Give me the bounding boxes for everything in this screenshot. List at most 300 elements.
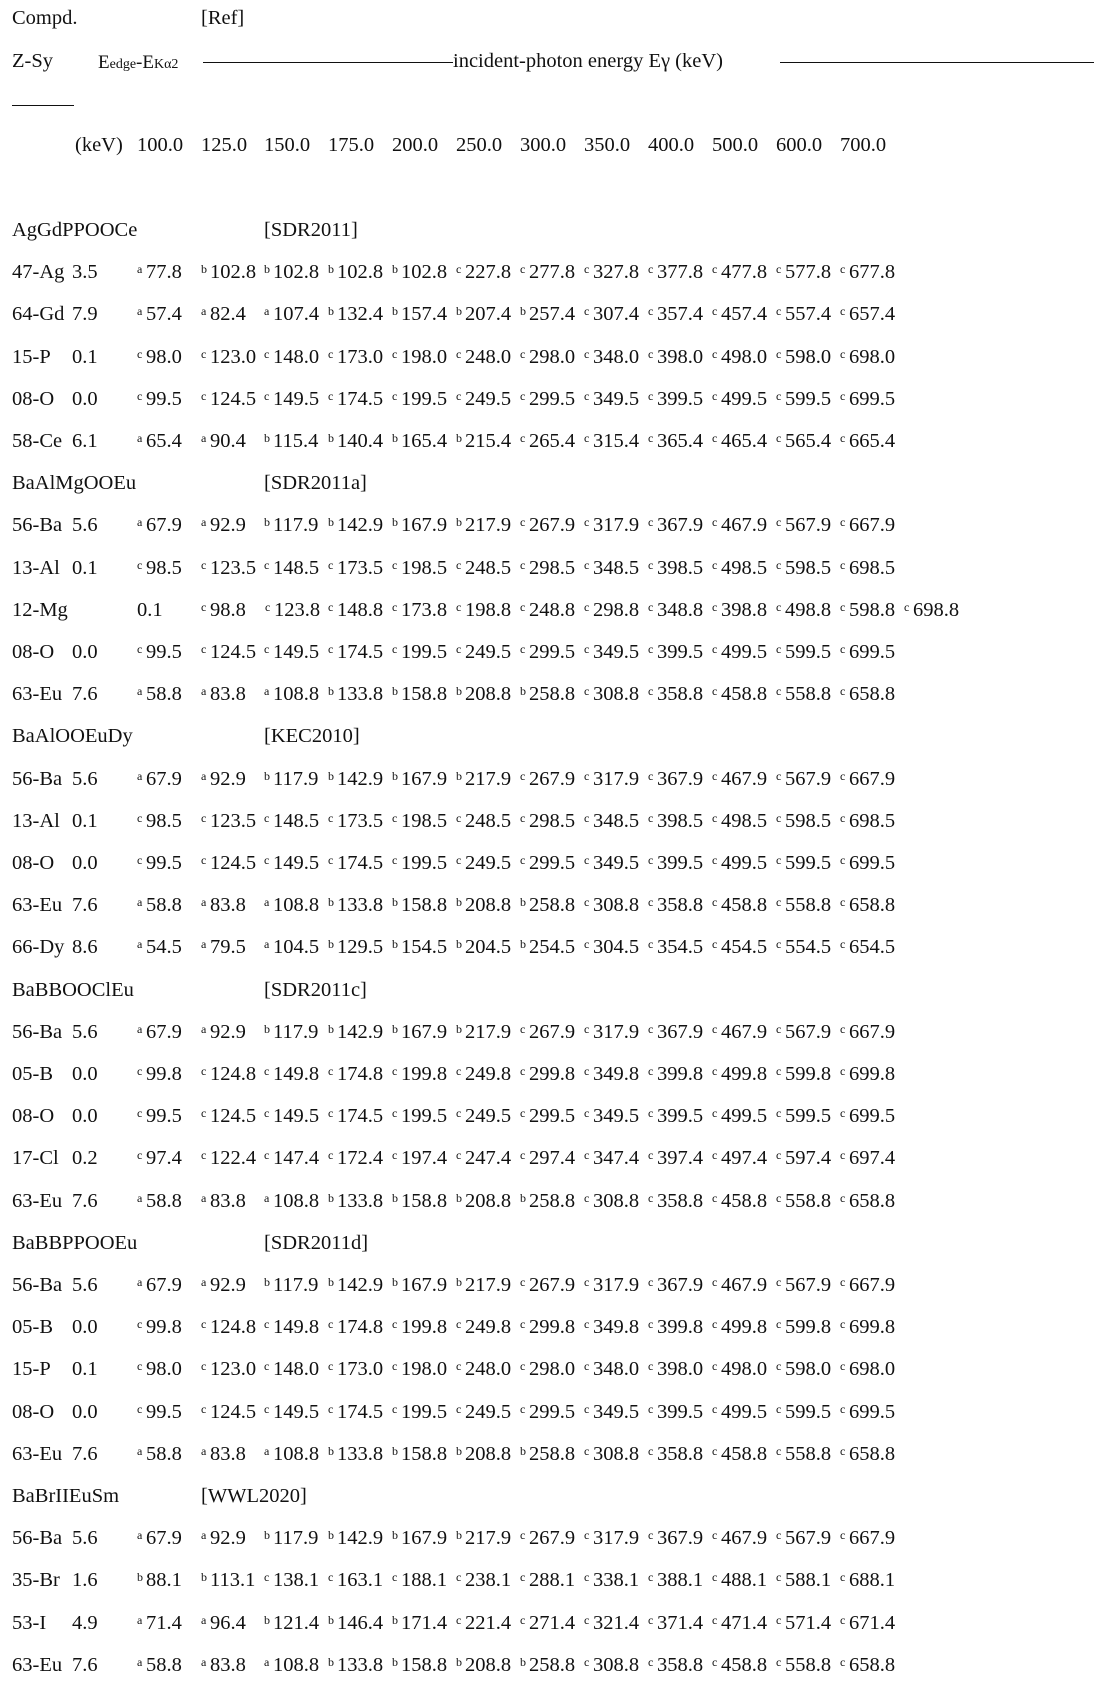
cell-footnote-mark: c [520, 262, 526, 277]
cell-footnote-mark: b [456, 304, 462, 319]
cell-footnote-mark: a [201, 431, 207, 445]
cell-value: 367.9 [657, 1020, 704, 1043]
cell-value: 108.8 [273, 1189, 320, 1212]
cell-footnote-mark: c [456, 1317, 462, 1332]
edge-energy: 0.0 [72, 1400, 98, 1423]
cell-value: 149.5 [273, 387, 320, 410]
cell-footnote-mark: c [840, 1528, 846, 1543]
cell-footnote-mark: b [520, 1654, 526, 1669]
cell-footnote-mark: c [584, 599, 590, 614]
compound-name: BaBrIIEuSm [12, 1485, 120, 1507]
cell-footnote-mark: c [648, 599, 654, 614]
cell-footnote-mark: c [648, 388, 654, 403]
cell-value: 133.8 [337, 894, 384, 917]
cell-footnote-mark: b [392, 1190, 398, 1205]
cell-footnote-mark: c [264, 346, 270, 361]
edge-energy: 7.6 [72, 1442, 98, 1465]
cell-value: 199.5 [401, 1400, 448, 1423]
cell-value: 349.8 [593, 1316, 640, 1339]
cell-footnote-mark: c [712, 1612, 718, 1627]
cell-value: 358.8 [657, 1442, 704, 1465]
cell-value: 123.5 [210, 809, 257, 832]
compound-ref: [SDR2011c] [264, 978, 367, 1001]
cell-value: 598.8 [849, 598, 896, 621]
compound-name: AgGdPPOOCe [12, 219, 138, 241]
cell-footnote-mark: c [840, 557, 846, 572]
cell-footnote-mark: c [648, 1528, 654, 1543]
cell-value: 129.5 [337, 936, 384, 959]
cell-footnote-mark: c [776, 346, 782, 361]
cell-footnote-mark: c [776, 304, 782, 319]
cell-footnote-mark: c [264, 1064, 270, 1078]
cell-value: 173.8 [401, 598, 448, 621]
cell-footnote-mark: c [712, 684, 718, 699]
cell-footnote-mark: c [137, 388, 143, 403]
cell-value: 654.5 [849, 936, 896, 959]
cell-value: 497.4 [721, 1147, 768, 1170]
cell-value: 174.5 [337, 852, 384, 874]
cell-value: 249.8 [465, 1316, 512, 1339]
cell-footnote-mark: c [520, 1064, 526, 1078]
cell-footnote-mark: a [137, 1443, 143, 1458]
cell-value: 398.5 [657, 809, 704, 832]
cell-footnote-mark: a [137, 515, 143, 530]
cell-footnote-mark: c [776, 1106, 782, 1121]
cell-value: 138.1 [273, 1569, 320, 1592]
cell-value: 92.9 [210, 514, 246, 537]
cell-value: 698.0 [849, 345, 896, 368]
cell-footnote-mark: b [328, 895, 334, 910]
cell-value: 154.5 [401, 936, 448, 959]
cell-footnote-mark: a [264, 1190, 270, 1205]
cell-value: 499.8 [721, 1316, 768, 1339]
cell-value: 567.9 [785, 1527, 832, 1550]
cell-value: 58.8 [146, 1442, 182, 1465]
cell-value: 99.8 [146, 1316, 182, 1339]
cell-footnote-mark: a [137, 304, 143, 319]
cell-value: 399.8 [657, 1063, 704, 1085]
cell-value: 123.0 [210, 1358, 257, 1381]
cell-value: 149.5 [273, 1400, 320, 1423]
cell-value: 133.8 [337, 1189, 384, 1212]
cell-footnote-mark: b [264, 431, 270, 445]
edge-energy: 0.0 [72, 1063, 98, 1085]
cell-value: 204.5 [465, 936, 512, 959]
cell-footnote-mark: b [328, 304, 334, 319]
cell-footnote-mark: c [137, 557, 143, 572]
cell-value: 98.8 [210, 598, 246, 621]
cell-footnote-mark: c [712, 1570, 718, 1585]
cell-footnote-mark: c [201, 1401, 207, 1416]
cell-footnote-mark: b [328, 431, 334, 445]
cell-value: 171.4 [401, 1611, 448, 1634]
cell-footnote-mark: c [776, 262, 782, 277]
cell-value: 249.5 [465, 852, 512, 874]
cell-footnote-mark: b [456, 1654, 462, 1669]
cell-footnote-mark: a [201, 1654, 207, 1669]
cell-footnote-mark: c [776, 515, 782, 530]
cell-value: 267.9 [529, 1020, 576, 1043]
cell-value: 117.9 [273, 1527, 319, 1550]
cell-value: 199.5 [401, 387, 448, 410]
cell-footnote-mark: b [392, 262, 398, 277]
cell-value: 249.8 [465, 1063, 512, 1085]
cell-footnote-mark: a [201, 1612, 207, 1627]
cell-value: 83.8 [210, 1653, 246, 1676]
cell-footnote-mark: a [201, 895, 207, 910]
cell-footnote-mark: b [328, 937, 334, 952]
cell-value: 122.4 [210, 1147, 257, 1170]
cell-footnote-mark: c [712, 1654, 718, 1669]
cell-value: 354.5 [657, 936, 704, 959]
cell-footnote-mark: c [456, 1359, 462, 1374]
cell-value: 58.8 [146, 1653, 182, 1676]
cell-footnote-mark: c [840, 388, 846, 403]
cell-footnote-mark: b [137, 1570, 143, 1585]
cell-footnote-mark: c [712, 1401, 718, 1416]
cell-footnote-mark: c [648, 1612, 654, 1627]
cell-value: 198.0 [401, 345, 448, 368]
cell-footnote-mark: c [456, 853, 462, 867]
cell-value: 567.9 [785, 767, 832, 790]
cell-footnote-mark: c [264, 1317, 270, 1332]
cell-value: 498.5 [721, 809, 768, 832]
cell-value: 124.5 [210, 1105, 257, 1128]
cell-value: 173.0 [337, 1358, 384, 1381]
cell-value: 67.9 [146, 1020, 182, 1043]
cell-footnote-mark: b [201, 262, 207, 277]
cell-footnote-mark: c [137, 1106, 143, 1121]
cell-footnote-mark: c [648, 1021, 654, 1036]
cell-value: 208.8 [465, 1442, 512, 1465]
cell-value: 142.9 [337, 1527, 384, 1550]
cell-value: 557.4 [785, 303, 832, 326]
cell-footnote-mark: c [584, 1317, 590, 1332]
cell-footnote-mark: c [712, 1317, 718, 1332]
cell-value: 99.5 [146, 852, 182, 874]
element-zsy: 17-Cl [12, 1147, 59, 1170]
cell-footnote-mark: c [648, 515, 654, 530]
cell-footnote-mark: c [264, 1148, 270, 1163]
energy-header-cell: 700.0 [840, 134, 887, 156]
cell-value: 367.9 [657, 1527, 704, 1550]
cell-footnote-mark: b [520, 304, 526, 319]
cell-footnote-mark: c [456, 1106, 462, 1121]
cell-value: 498.0 [721, 345, 768, 368]
cell-value: 308.8 [593, 683, 640, 706]
cell-value: 99.8 [146, 1063, 182, 1085]
cell-value: 92.9 [210, 1020, 246, 1043]
cell-footnote-mark: c [712, 895, 718, 910]
cell-footnote-mark: c [648, 1359, 654, 1374]
cell-value: 699.5 [849, 1400, 896, 1423]
cell-value: 99.5 [146, 1400, 182, 1423]
edge-energy: 0.1 [72, 556, 98, 579]
cell-footnote-mark: c [648, 642, 654, 656]
cell-footnote-mark: c [776, 937, 782, 952]
cell-footnote-mark: c [776, 1317, 782, 1332]
cell-value: 149.5 [273, 641, 320, 663]
cell-value: 349.5 [593, 641, 640, 663]
cell-footnote-mark: c [584, 1359, 590, 1374]
cell-value: 248.8 [529, 598, 576, 621]
cell-value: 315.4 [593, 430, 640, 452]
cell-value: 67.9 [146, 1527, 182, 1550]
cell-footnote-mark: b [392, 1443, 398, 1458]
compound-name: BaAlOOEuDy [12, 725, 133, 748]
cell-value: 399.5 [657, 1400, 704, 1423]
cell-footnote-mark: b [201, 1570, 207, 1585]
cell-value: 698.5 [849, 556, 896, 579]
cell-footnote-mark: a [201, 1190, 207, 1205]
cell-value: 467.9 [721, 767, 768, 790]
cell-footnote-mark: c [584, 937, 590, 952]
cell-footnote-mark: c [712, 853, 718, 867]
cell-footnote-mark: c [712, 642, 718, 656]
cell-footnote-mark: b [328, 1443, 334, 1458]
cell-value: 71.4 [146, 1611, 182, 1634]
cell-footnote-mark: b [264, 1021, 270, 1036]
cell-footnote-mark: b [264, 1528, 270, 1543]
cell-footnote-mark: c [840, 895, 846, 910]
cell-footnote-mark: c [264, 1106, 270, 1121]
cell-footnote-mark: c [137, 1064, 143, 1078]
cell-footnote-mark: c [584, 304, 590, 319]
cell-footnote-mark: a [201, 937, 207, 952]
cell-footnote-mark: c [520, 431, 526, 445]
cell-footnote-mark: c [456, 262, 462, 277]
element-zsy: 08-O [12, 852, 55, 874]
cell-footnote-mark: a [137, 1275, 143, 1289]
cell-value: 554.5 [785, 936, 832, 959]
cell-footnote-mark: c [328, 642, 334, 656]
cell-value: 65.4 [146, 430, 182, 452]
cell-footnote-mark: a [264, 1443, 270, 1458]
cell-footnote-mark: c [648, 431, 654, 445]
cell-value: 371.4 [657, 1611, 704, 1634]
energy-header-cell: 200.0 [392, 134, 439, 156]
cell-value: 658.8 [849, 894, 896, 917]
cell-footnote-mark: c [776, 1021, 782, 1036]
cell-value: 249.5 [465, 387, 512, 410]
cell-footnote-mark: b [392, 1528, 398, 1543]
cell-footnote-mark: c [648, 937, 654, 952]
cell-value: 117.9 [273, 1274, 319, 1296]
edge-energy: 0.2 [72, 1147, 98, 1170]
cell-footnote-mark: c [840, 684, 846, 699]
cell-value: 599.5 [785, 387, 832, 410]
cell-value: 499.5 [721, 387, 768, 410]
cell-value: 367.9 [657, 767, 704, 790]
cell-footnote-mark: c [776, 1275, 782, 1289]
cell-value: 665.4 [849, 430, 896, 452]
cell-footnote-mark: c [520, 1570, 526, 1585]
cell-footnote-mark: c [584, 262, 590, 277]
cell-footnote-mark: c [137, 1359, 143, 1374]
cell-value: 198.5 [401, 556, 448, 579]
cell-value: 83.8 [210, 1189, 246, 1212]
edge-energy: 8.6 [72, 936, 98, 959]
cell-value: 167.9 [401, 767, 448, 790]
edge-energy: 6.1 [72, 430, 98, 452]
cell-footnote-mark: c [137, 642, 143, 656]
cell-value: 349.5 [593, 387, 640, 410]
cell-value: 249.5 [465, 1400, 512, 1423]
element-zsy: 12-Mg [12, 598, 68, 621]
cell-value: 657.4 [849, 303, 896, 326]
cell-footnote-mark: c [648, 557, 654, 572]
cell-value: 347.4 [593, 1147, 640, 1170]
cell-footnote-mark: a [264, 684, 270, 699]
cell-footnote-mark: b [392, 937, 398, 952]
cell-value: 67.9 [146, 514, 182, 537]
cell-value: 174.8 [337, 1063, 384, 1085]
cell-value: 367.9 [657, 514, 704, 537]
cell-value: 317.9 [593, 767, 640, 790]
cell-footnote-mark: b [392, 431, 398, 445]
cell-value: 148.5 [273, 809, 320, 832]
cell-value: 399.8 [657, 1316, 704, 1339]
cell-footnote-mark: c [648, 1064, 654, 1078]
cell-value: 398.0 [657, 345, 704, 368]
cell-value: 248.0 [465, 1358, 512, 1381]
cell-value: 258.8 [529, 894, 576, 917]
cell-value: 102.8 [210, 261, 257, 284]
cell-value: 54.5 [146, 936, 182, 959]
cell-footnote-mark: a [201, 1528, 207, 1543]
cell-value: 163.1 [337, 1569, 384, 1592]
element-zsy: 08-O [12, 387, 55, 410]
cell-footnote-mark: c [776, 1359, 782, 1374]
cell-footnote-mark: c [840, 515, 846, 530]
cell-footnote-mark: a [201, 768, 207, 783]
cell-footnote-mark: c [392, 388, 398, 403]
cell-footnote-mark: c [776, 1528, 782, 1543]
cell-footnote-mark: b [456, 768, 462, 783]
cell-footnote-mark: c [712, 1064, 718, 1078]
cell-footnote-mark: b [456, 1021, 462, 1036]
edge-energy: 0.0 [72, 1316, 98, 1339]
cell-value: 142.9 [337, 514, 384, 537]
cell-footnote-mark: a [201, 1021, 207, 1036]
cell-value: 565.4 [785, 430, 832, 452]
cell-footnote-mark: c [520, 1528, 526, 1543]
cell-footnote-mark: c [712, 262, 718, 277]
cell-footnote-mark: c [328, 388, 334, 403]
edge-energy: 5.6 [72, 514, 98, 537]
cell-footnote-mark: c [840, 768, 846, 783]
cell-value: 499.5 [721, 1105, 768, 1128]
energy-header-cell: 600.0 [776, 134, 823, 156]
cell-footnote-mark: b [392, 768, 398, 783]
cell-footnote-mark: c [712, 1148, 718, 1163]
cell-value: 599.5 [785, 1105, 832, 1128]
cell-footnote-mark: c [840, 1064, 846, 1078]
cell-value: 327.8 [593, 261, 640, 284]
cell-value: 477.8 [721, 261, 768, 284]
cell-value: 247.4 [465, 1147, 512, 1170]
cell-footnote-mark: a [137, 431, 143, 445]
cell-value: 149.5 [273, 1105, 320, 1128]
cell-footnote-mark: c [648, 1443, 654, 1458]
cell-footnote-mark: c [712, 304, 718, 319]
cell-value: 117.9 [273, 767, 319, 790]
cell-value: 377.8 [657, 261, 704, 284]
cell-value: 98.0 [146, 345, 182, 368]
cell-value: 599.5 [785, 641, 832, 663]
cell-value: 598.0 [785, 345, 832, 368]
cell-footnote-mark: c [456, 642, 462, 656]
element-zsy: 63-Eu [12, 1189, 63, 1212]
cell-value: 338.1 [593, 1569, 640, 1592]
cell-footnote-mark: c [584, 1654, 590, 1669]
cell-value: 173.5 [337, 556, 384, 579]
cell-footnote-mark: c [392, 642, 398, 656]
cell-footnote-mark: b [456, 895, 462, 910]
cell-value: 308.8 [593, 894, 640, 917]
cell-footnote-mark: c [712, 1275, 718, 1289]
cell-footnote-mark: c [712, 515, 718, 530]
cell-value: 265.4 [529, 430, 576, 452]
cell-footnote-mark: b [456, 1528, 462, 1543]
compound-name: BaBBPPOOEu [12, 1231, 138, 1254]
compound-name: BaBBOOClEu [12, 978, 134, 1001]
cell-value: 577.8 [785, 261, 832, 284]
cell-footnote-mark: c [328, 1148, 334, 1163]
cell-value: 115.4 [273, 430, 319, 452]
compound-name: BaAlMgOOEu [12, 472, 137, 495]
cell-value: 299.5 [529, 1105, 576, 1128]
cell-value: 97.4 [146, 1147, 182, 1170]
cell-value: 149.8 [273, 1063, 320, 1085]
cell-value: 458.8 [721, 1653, 768, 1676]
element-zsy: 13-Al [12, 809, 60, 832]
cell-footnote-mark: c [712, 810, 718, 825]
cell-footnote-mark: c [584, 810, 590, 825]
cell-footnote-mark: c [840, 810, 846, 825]
cell-footnote-mark: c [712, 1106, 718, 1121]
cell-footnote-mark: c [456, 388, 462, 403]
cell-footnote-mark: c [392, 1148, 398, 1163]
cell-footnote-mark: c [776, 895, 782, 910]
cell-value: 667.9 [849, 767, 896, 790]
cell-value: 358.8 [657, 894, 704, 917]
cell-value: 348.0 [593, 1358, 640, 1381]
cell-value: 571.4 [785, 1611, 832, 1634]
cell-value: 697.4 [849, 1147, 896, 1170]
cell-value: 148.0 [273, 1358, 320, 1381]
cell-value: 88.1 [146, 1569, 182, 1592]
cell-value: 677.8 [849, 261, 896, 284]
cell-footnote-mark: c [137, 1148, 143, 1163]
cell-footnote-mark: c [584, 853, 590, 867]
cell-footnote-mark: c [201, 810, 207, 825]
cell-footnote-mark: c [264, 557, 270, 572]
cell-footnote-mark: b [520, 1443, 526, 1458]
cell-footnote-mark: c [328, 1317, 334, 1332]
cell-value: 113.1 [210, 1569, 256, 1592]
cell-footnote-mark: c [392, 1317, 398, 1332]
cell-footnote-mark: c [328, 346, 334, 361]
cell-footnote-mark: c [137, 853, 143, 867]
cell-footnote-mark: b [328, 515, 334, 530]
cell-footnote-mark: b [328, 1021, 334, 1036]
cell-footnote-mark: a [201, 684, 207, 699]
cell-footnote-mark: c [840, 599, 846, 614]
cell-value: 142.9 [337, 767, 384, 790]
cell-footnote-mark: c [328, 1570, 334, 1585]
cell-footnote-mark: c [520, 1021, 526, 1036]
